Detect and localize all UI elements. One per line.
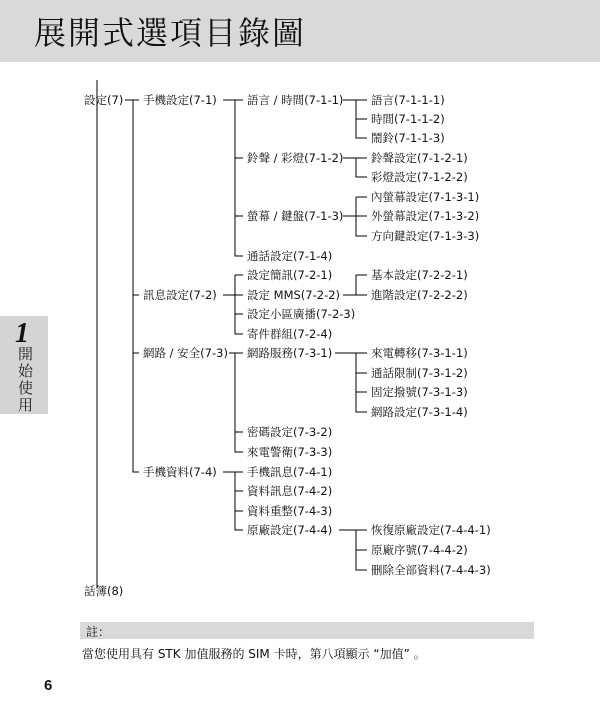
tree-node-7: 設定(7): [84, 93, 124, 107]
tree-node-7-4-2: 資料訊息(7-4-2): [247, 484, 333, 498]
tree-node-7-4-4-2: 原廠序號(7-4-4-2): [371, 543, 468, 557]
tree-node-7-2-2-2: 進階設定(7-2-2-2): [371, 288, 468, 302]
tree-node-7-3-1-2: 通話限制(7-3-1-2): [371, 366, 468, 380]
tree-node-7-3-2: 密碼設定(7-3-2): [247, 425, 333, 439]
tree-node-7-3-1-3: 固定撥號(7-3-1-3): [371, 385, 468, 399]
tree-node-7-3-3: 來電警衛(7-3-3): [247, 445, 333, 459]
tree-node-7-2-2: 設定 MMS(7-2-2): [247, 288, 341, 302]
tree-node-7-1-1-2: 時間(7-1-1-2): [371, 112, 445, 126]
tree-node-7-3: 網路 / 安全(7-3): [143, 346, 228, 360]
page-number: 6: [44, 677, 53, 694]
tree-node-7-1-4: 通話設定(7-1-4): [247, 249, 333, 263]
tree-node-7-3-1-1: 來電轉移(7-3-1-1): [371, 346, 468, 360]
tree-node-7-1-1-3: 鬧鈴(7-1-1-3): [371, 131, 445, 145]
connector-7-4-trunk: [235, 472, 243, 530]
connector-7-1-2-trunk: [356, 158, 367, 177]
connector-7-1-trunk: [235, 100, 243, 256]
tree-node-7-4-4-3: 刪除全部資料(7-4-4-3): [371, 563, 491, 577]
tree-node-7-4-4: 原廠設定(7-4-4): [247, 523, 333, 537]
tree-node-7-2-4: 寄件群組(7-2-4): [247, 327, 333, 341]
page-title: 展開式選項目錄圖: [34, 14, 307, 52]
tree-node-7-1-3-3: 方向鍵設定(7-1-3-3): [371, 229, 480, 243]
note-text: 當您使用具有 STK 加值服務的 SIM 卡時，第八項顯示 “加值” 。: [82, 647, 426, 661]
tree-node-7-1: 手機設定(7-1): [143, 93, 217, 107]
chapter-label: 開始使用: [18, 345, 34, 414]
tree-node-7-1-2: 鈴聲 / 彩燈(7-1-2): [247, 151, 344, 165]
tree-node-7-1-2-2: 彩燈設定(7-1-2-2): [371, 170, 468, 184]
tree-node-7-2-3: 設定小區廣播(7-2-3): [247, 307, 356, 321]
tree-node-7-4: 手機資料(7-4): [143, 465, 217, 479]
tree-node-7-3-1-4: 網路設定(7-3-1-4): [371, 405, 468, 419]
connector-7-3-trunk: [235, 353, 243, 452]
tree-node-7-3-1: 網路服務(7-3-1): [247, 346, 333, 360]
tree-node-7-4-3: 資料重整(7-4-3): [247, 504, 333, 518]
tree-node-7-1-3-1: 內螢幕設定(7-1-3-1): [371, 190, 480, 204]
note-label: 註：: [86, 625, 111, 639]
chapter-number: 1: [15, 318, 29, 349]
connector-7-3-1-trunk: [356, 353, 367, 412]
connector-7-trunk: [133, 100, 139, 472]
tree-node-7-1-1: 語言 / 時間(7-1-1): [247, 93, 344, 107]
tree-node-7-2-1: 設定簡訊(7-2-1): [247, 268, 333, 282]
tree-node-7-1-3-2: 外螢幕設定(7-1-3-2): [371, 209, 480, 223]
connector-7-2-trunk: [235, 275, 243, 334]
tree-node-7-4-4-1: 恢復原廠設定(7-4-4-1): [371, 523, 491, 537]
tree-node-7-2-2-1: 基本設定(7-2-2-1): [371, 268, 468, 282]
tree-node-8: 話簿(8): [84, 584, 124, 598]
tree-node-7-1-1-1: 語言(7-1-1-1): [371, 93, 445, 107]
tree-node-7-1-3: 螢幕 / 鍵盤(7-1-3): [247, 209, 344, 223]
note-bar: [80, 622, 534, 639]
tree-node-7-4-1: 手機訊息(7-4-1): [247, 465, 333, 479]
tree-node-7-1-2-1: 鈴聲設定(7-1-2-1): [371, 151, 468, 165]
tree-node-7-2: 訊息設定(7-2): [143, 288, 217, 302]
